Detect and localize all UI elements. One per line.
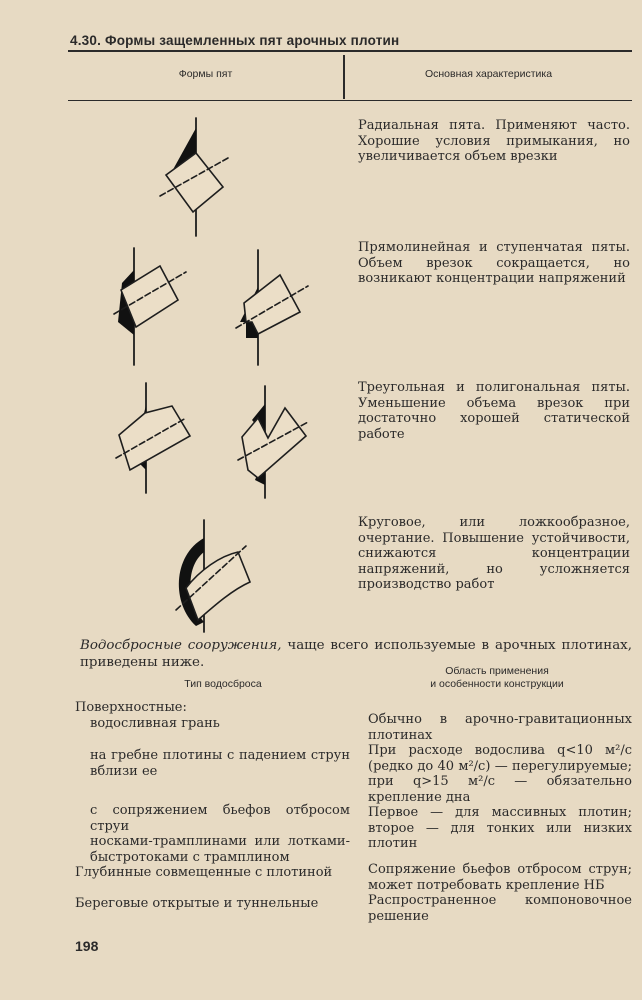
column-header-forms: Формы пят (178, 68, 233, 80)
spillway-application-overflow-face: Обычно в арочно-гравитационных плотинах (368, 712, 632, 743)
figure-polygonal-abutment (238, 386, 308, 498)
spillway-type-ski-jumps: носками-трамплинами или лотками-быстротоками с трамплином (90, 834, 350, 865)
figure-circular-abutment (176, 520, 250, 632)
spillway-type-bank: Береговые открытые и туннельные (75, 896, 319, 911)
figure-triangular-abutment (116, 383, 190, 493)
spillway-type-jet-deflection: с сопряжением бьефов отбросом струи (90, 803, 350, 834)
spillway-application-header-line2: и особенности конструкции (430, 678, 564, 690)
spillways-intro-italic: Водосбросные сооружения, (80, 638, 282, 653)
page-number: 198 (75, 938, 99, 954)
table-title: 4.30. Формы защемленных пят арочных плотин (70, 33, 400, 48)
figure-radial-abutment (160, 118, 228, 236)
spillway-type-overflow-face: водосливная грань (90, 716, 220, 731)
spillway-type-surface: Поверхностные: (75, 700, 187, 715)
spillway-application-jet-deflection: Первое — для массивных плотин; второе — для тонких или низких плотин (368, 805, 632, 851)
spillways-intro-rest: чаще всего используемые в арочных плотинах, приведены ниже. (80, 638, 632, 670)
figure-stepped-abutment (236, 250, 308, 365)
spillway-application-header (362, 665, 632, 691)
spillway-application-bank: Распространенное компоновочное решение (368, 893, 632, 924)
spillway-application-header-line1: Область применения (445, 665, 549, 677)
figure-straight-abutment (114, 248, 186, 365)
column-header-characteristic: Основная характеристика (424, 68, 553, 80)
spillway-type-header: Тип водосброса (184, 678, 262, 690)
form-description-radial: Радиальная пята. Применяют часто. Хорошие условия примыкания, но увеличивается объем врезки (358, 118, 630, 164)
spillway-type-crest: на гребне плотины с падением струн вблизи ее (90, 748, 350, 779)
form-description-straight-stepped: Прямолинейная и ступенчатая пяты. Объем врезок сокращается, но возникают концентрации напряжений (358, 240, 630, 286)
form-description-circular: Круговое, или ложкообразное, очертание. Повышение устойчивости, снижаются концентрации напряжений, но усложняется производство работ (358, 515, 630, 592)
spillway-application-crest: При расходе водослива q<10 м²/с (редко до 40 м²/с) — перегулируемые; при q>15 м²/с — обязательно крепление дна (368, 743, 632, 805)
form-description-triangular: Треугольная и полигональная пяты. Уменьшение объема врезок при достаточно хорошей статической работе (358, 380, 630, 442)
spillway-type-deep: Глубинные совмещенные с плотиной (75, 865, 333, 880)
spillway-application-deep: Сопряжение бьефов отбросом струн; может потребовать крепление НБ (368, 862, 632, 893)
